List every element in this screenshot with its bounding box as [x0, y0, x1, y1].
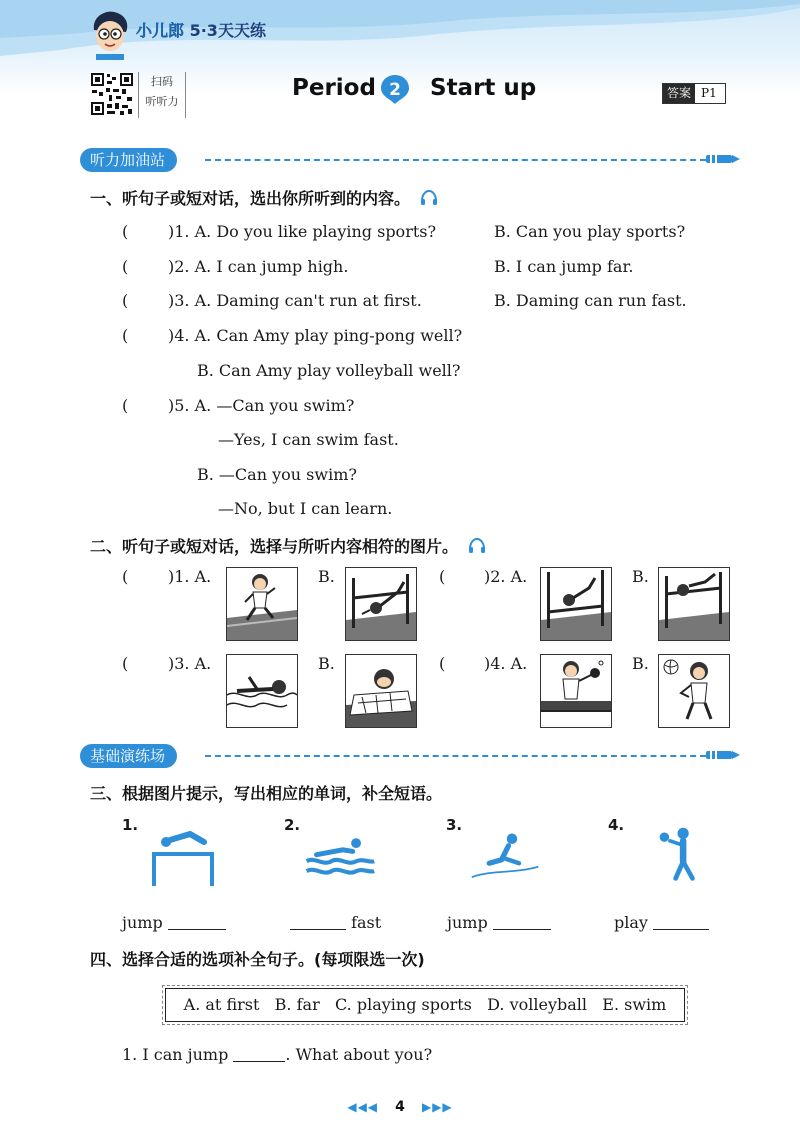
answer-paren[interactable]: ( [122, 396, 129, 415]
page-title-period: Period [292, 75, 376, 101]
page-title-start-up: Start up [430, 75, 537, 101]
answer-paren[interactable]: ( [439, 654, 446, 673]
p2-q2-label-a: )2. A. [484, 567, 528, 586]
answer-paren[interactable]: ( [122, 654, 129, 673]
p2-q3-label-a: )3. A. [168, 654, 212, 673]
option-e: E. swim [602, 995, 667, 1014]
headphone-icon [420, 190, 438, 206]
picture-ping-pong[interactable] [540, 654, 612, 728]
p3-phrase-1: jump [122, 913, 226, 932]
next-arrows-icon: ▶▶▶ [421, 1100, 453, 1114]
qr-code-icon[interactable] [90, 72, 134, 116]
pencil-icon [706, 749, 740, 761]
options-word-box [165, 988, 685, 1022]
part2-heading: 二、听句子或短对话，选择与所听内容相符的图片。 [90, 534, 486, 557]
listening-banner [80, 148, 740, 172]
q4-option-a: )4. A. Can Amy play ping-pong well? [168, 326, 463, 345]
part4-heading: 四、选择合适的选项补全句子。(每项限选一次) [90, 950, 425, 969]
headphone-icon [468, 538, 486, 554]
basic-practice-banner [80, 744, 740, 768]
p3-num-1: 1. [122, 816, 139, 834]
picture-high-jump-low[interactable] [540, 567, 612, 641]
q1-option-a: )1. A. Do you like playing sports? [168, 222, 437, 241]
picture-volleyball[interactable] [658, 654, 730, 728]
answer-paren[interactable]: ( [122, 567, 129, 586]
pencil-icon [706, 153, 740, 165]
brand-sub: 5·3天天练 [189, 21, 266, 40]
p3-num-4: 4. [608, 816, 625, 834]
p2-q1-label-a: )1. A. [168, 567, 212, 586]
option-c: C. playing sports [334, 995, 472, 1014]
option-a: A. at first [183, 995, 260, 1014]
answer-reference[interactable] [662, 83, 726, 104]
picture-high-jump[interactable] [345, 567, 417, 641]
picture-swimming[interactable] [226, 654, 298, 728]
q5-option-b-reply: —No, but I can learn. [218, 499, 393, 518]
brand-main: 小儿郎 [136, 21, 185, 40]
answer-paren[interactable]: ( [439, 567, 446, 586]
q2-option-a: )2. A. I can jump high. [168, 257, 349, 276]
q2-option-b: B. I can jump far. [494, 257, 634, 276]
p2-q1-label-b: B. [318, 567, 335, 586]
answer-blank[interactable] [168, 915, 226, 930]
part1-heading: 一、听句子或短对话，选出你所听到的内容。 [90, 186, 438, 209]
scan-line1: 扫码 [151, 75, 173, 88]
q5-option-b: B. —Can you swim? [197, 465, 357, 484]
page-number: 4 [395, 1099, 405, 1115]
q3-option-b: B. Daming can run fast. [494, 291, 687, 310]
p3-num-3: 3. [446, 816, 463, 834]
answer-page: P1 [695, 84, 725, 103]
q1-option-b: B. Can you play sports? [494, 222, 686, 241]
p2-q4-label-a: )4. A. [484, 654, 528, 673]
p2-q2-label-b: B. [632, 567, 649, 586]
high-jump-pictogram [148, 828, 218, 888]
page-footer [0, 1096, 800, 1115]
answer-label: 答案 [663, 84, 695, 103]
p2-q3-label-b: B. [318, 654, 335, 673]
long-jump-pictogram [470, 828, 540, 888]
brand-title [136, 18, 266, 41]
period-number: 2 [389, 80, 401, 100]
p4-question-1: 1. I can jump . What about you? [122, 1045, 433, 1064]
period-number-badge [380, 74, 410, 104]
option-d: D. volleyball [487, 995, 588, 1014]
swimming-pictogram [305, 828, 375, 888]
p3-phrase-2: fast [290, 913, 381, 932]
answer-blank[interactable] [653, 915, 709, 930]
answer-blank[interactable] [290, 915, 346, 930]
scan-line2: 听听力 [145, 95, 179, 108]
picture-boy-at-pool[interactable] [345, 654, 417, 728]
volleyball-pictogram [650, 824, 720, 884]
p2-q4-label-b: B. [632, 654, 649, 673]
answer-blank[interactable] [493, 915, 551, 930]
mascot-boy-icon [88, 10, 132, 60]
answer-paren[interactable]: ( [122, 291, 129, 310]
answer-paren[interactable]: ( [122, 222, 129, 241]
q5-option-a-reply: —Yes, I can swim fast. [218, 430, 399, 449]
picture-girl-running[interactable] [226, 567, 298, 641]
scan-to-listen-note [138, 72, 186, 118]
q4-option-b: B. Can Amy play volleyball well? [197, 361, 461, 380]
answer-paren[interactable]: ( [122, 326, 129, 345]
p3-phrase-3: jump [447, 913, 551, 932]
q3-option-a: )3. A. Daming can't run at first. [168, 291, 422, 310]
part3-heading: 三、根据图片提示，写出相应的单词，补全短语。 [90, 784, 443, 803]
listening-banner-label: 听力加油站 [80, 148, 177, 172]
p3-phrase-4: play [614, 913, 709, 932]
q5-option-a: )5. A. —Can you swim? [168, 396, 355, 415]
answer-blank[interactable] [233, 1047, 285, 1062]
prev-arrows-icon: ◀◀◀ [347, 1100, 379, 1114]
answer-paren[interactable]: ( [122, 257, 129, 276]
basic-banner-label: 基础演练场 [80, 744, 177, 768]
option-b: B. far [274, 995, 320, 1014]
p3-num-2: 2. [284, 816, 301, 834]
picture-high-jump-high[interactable] [658, 567, 730, 641]
